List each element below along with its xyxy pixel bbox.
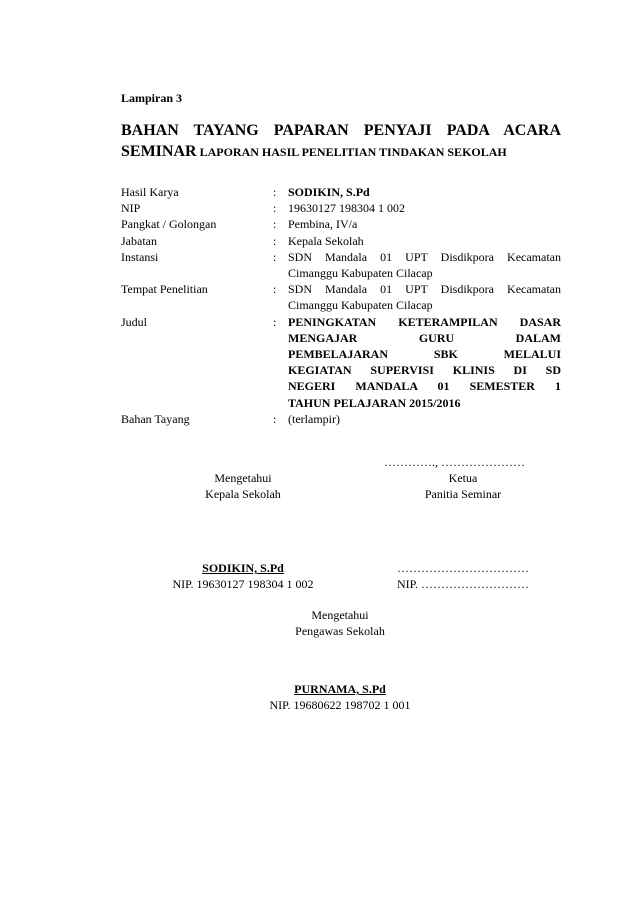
left-signature-block <box>150 470 336 502</box>
value-line: NEGERI MANDALA 01 SEMESTER 1 <box>288 379 561 394</box>
left-name-block <box>150 560 336 592</box>
value-line: Cimanggu Kabupaten Cilacap <box>288 298 433 313</box>
row-colon: : <box>273 282 277 297</box>
bottom-signature-block <box>240 607 440 639</box>
row-label: Hasil Karya <box>121 185 179 199</box>
left-role-2: Kepala Sekolah <box>205 487 281 501</box>
left-signer-nip: NIP. 19630127 198304 1 002 <box>172 577 314 591</box>
left-role-1: Mengetahui <box>214 471 272 485</box>
info-table <box>121 184 561 427</box>
row-nip <box>121 200 561 216</box>
bottom-signer-nip: NIP. 19680622 198702 1 001 <box>269 698 411 712</box>
value-line: TAHUN PELAJARAN 2015/2016 <box>288 395 461 410</box>
bottom-role-1: Mengetahui <box>311 608 369 622</box>
title-line-1: BAHAN TAYANG PAPARAN PENYAJI PADA ACARA <box>121 122 561 139</box>
value-line: MENGAJAR GURU DALAM <box>288 330 561 345</box>
row-label: Pangkat / Golongan <box>121 217 217 232</box>
row-label: Tempat Penelitian <box>121 282 208 297</box>
title-report: LAPORAN HASIL PENELITIAN TINDAKAN SEKOLAH <box>196 145 507 159</box>
row-label: NIP <box>121 201 141 216</box>
row-judul <box>121 314 561 411</box>
row-value: SODIKIN, S.Pd <box>288 185 370 199</box>
row-value: Pembina, IV/a <box>288 217 358 232</box>
value-line: SDN Mandala 01 UPT Disdikpora Kecamatan <box>288 282 561 297</box>
row-label: Instansi <box>121 249 159 264</box>
row-pangkat <box>121 216 561 232</box>
attachment-label: Lampiran 3 <box>121 91 183 105</box>
value-line: Cimanggu Kabupaten Cilacap <box>288 266 433 281</box>
row-colon: : <box>273 314 277 329</box>
row-label: Bahan Tayang <box>121 411 190 426</box>
row-label: Judul <box>121 314 148 329</box>
value-line: SDN Mandala 01 UPT Disdikpora Kecamatan <box>288 249 561 264</box>
title-line-2 <box>121 141 561 163</box>
row-instansi <box>121 249 561 281</box>
value-line: KEGIATAN SUPERVISI KLINIS DI SD <box>288 363 561 378</box>
date-line: …………., ………………… <box>384 455 525 469</box>
row-colon: : <box>273 201 277 216</box>
row-colon: : <box>273 217 277 232</box>
row-jabatan <box>121 233 561 249</box>
row-tempat-penelitian <box>121 281 561 313</box>
row-colon: : <box>273 411 277 426</box>
bottom-name-text: PURNAMA, S.Pd <box>294 682 386 696</box>
right-role-2: Panitia Seminar <box>424 487 502 501</box>
row-value <box>288 249 561 281</box>
row-label: Jabatan <box>121 233 157 248</box>
row-hasil-karya <box>121 184 561 200</box>
right-signature-block <box>370 470 556 502</box>
left-name-text: SODIKIN, S.Pd <box>202 561 284 575</box>
left-signer-name <box>150 560 336 576</box>
right-signer-name: …………………………… <box>397 561 529 575</box>
row-colon: : <box>273 185 277 199</box>
row-value <box>288 314 561 411</box>
bottom-name-block <box>240 681 440 713</box>
right-name-block <box>370 560 556 592</box>
bottom-role-2: Pengawas Sekolah <box>295 624 385 638</box>
value-line: PENINGKATAN KETERAMPILAN DASAR <box>288 314 561 329</box>
row-value: Kepala Sekolah <box>288 233 364 248</box>
value-line: PEMBELAJARAN SBK MELALUI <box>288 347 561 362</box>
row-colon: : <box>273 233 277 248</box>
right-signer-nip: NIP. ……………………… <box>396 577 529 591</box>
title-seminar: SEMINAR <box>121 143 197 160</box>
bottom-signer-name <box>240 681 440 697</box>
row-bahan-tayang <box>121 411 561 427</box>
row-value: (terlampir) <box>288 411 340 426</box>
row-value: 19630127 198304 1 002 <box>288 201 405 216</box>
row-colon: : <box>273 249 277 264</box>
row-value <box>288 281 561 313</box>
right-role-1: Ketua <box>448 471 478 485</box>
document-title <box>121 121 561 163</box>
